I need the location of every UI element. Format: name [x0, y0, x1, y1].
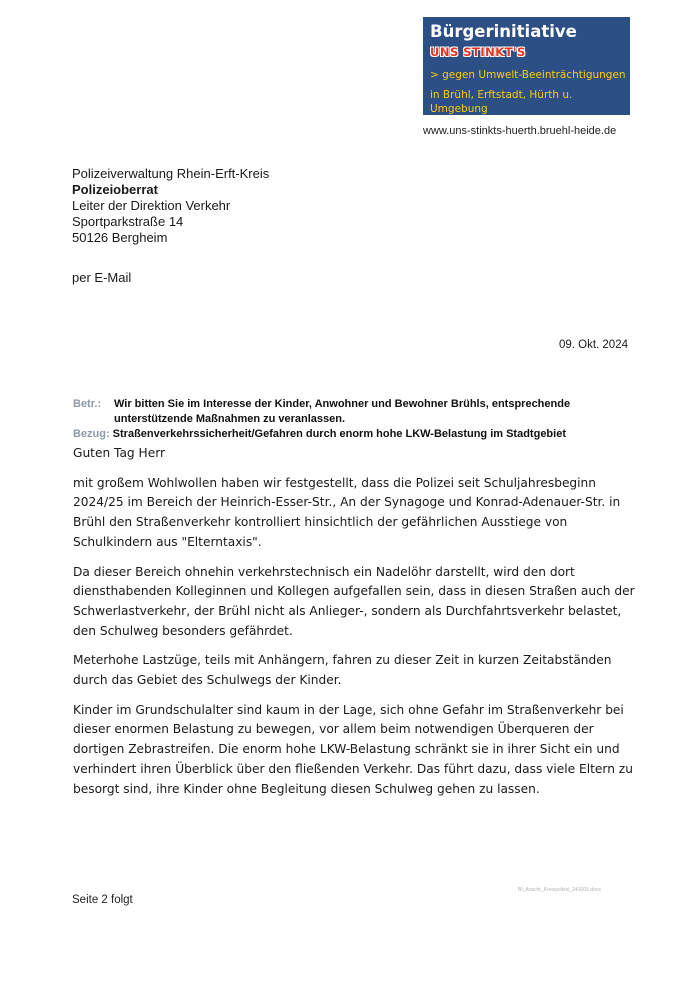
logo-tagline-2: in Brühl, Erftstadt, Hürth u. Umgebung	[430, 89, 573, 115]
greeting: Guten Tag Herr	[73, 446, 166, 460]
paragraph-3: Meterhohe Lastzüge, teils mit Anhängern, fahren zu dieser Zeit in kurzen Zeitabständen durch das Gebiet des Schulwegs der Kinder.	[73, 653, 612, 688]
subject-row	[73, 397, 643, 427]
letter-date: 09. Okt. 2024	[558, 339, 628, 351]
next-page-note: Seite 2 folgt	[72, 894, 133, 906]
recipient-address	[72, 166, 269, 246]
subject-label: Betr.:	[73, 398, 102, 410]
reference-text: Straßenverkehrssicherheit/Gefahren durch enorm hohe LKW-Belastung im Stadtgebiet	[112, 428, 566, 440]
logo-tagline-1: > gegen Umwelt-Beeinträchtigungen	[430, 69, 626, 81]
recipient-position: Leiter der Direktion Verkehr	[72, 198, 231, 213]
website-url[interactable]: www.uns-stinkts-huerth.bruehl-heide.de	[423, 125, 617, 137]
file-reference: BI_Anschr_Kreispolizei_241009.docx	[518, 887, 601, 893]
reference-label: Bezug:	[73, 428, 110, 440]
recipient-city: 50126 Bergheim	[72, 230, 168, 245]
paragraph-2: Da dieser Bereich ohnehin verkehrstechnisch ein Nadelöhr darstellt, wird den dort diensthabenden Kolleginnen und Kollegen aufgefallen sein, dass in diesen Straßen auch der Schwerlastverkehr, der Brühl nicht als Anlieger-, sondern als Durchfahrtsverkehr belastet, den Schulweg besonders gefährdet.	[73, 564, 635, 638]
paragraph-1: mit großem Wohlwollen haben wir festgestellt, dass die Polizei seit Schuljahresbeginn 2024/25 im Bereich der Heinrich-Esser-Str., An der Synagoge und Konrad-Adenauer-Str. in Brühl den Straßenverkehr kontrolliert hinsichtlich der gefährlichen Ausstiege von Schulkindern aus "Elterntaxis".	[73, 475, 621, 549]
delivery-method: per E-Mail	[72, 270, 132, 285]
organization-logo	[423, 17, 630, 115]
recipient-organization: Polizeiverwaltung Rhein-Erft-Kreis	[72, 166, 270, 181]
recipient-street: Sportparkstraße 14	[72, 214, 184, 229]
reference-row	[73, 427, 643, 442]
subject-text: Wir bitten Sie im Interesse der Kinder, Anwohner und Bewohner Brühls, entsprechende unterstützende Maßnahmen zu veranlassen.	[114, 398, 571, 425]
subject-block	[73, 397, 643, 442]
paragraph-4: Kinder im Grundschulalter sind kaum in der Lage, sich ohne Gefahr im Straßenverkehr bei dieser enormen Belastung zu bewegen, vor allem beim notwendigen Überqueren der dortigen Zebrastreifen. Die enorm hohe LKW-Belastung schränkt sie in ihrer Sicht ein und verhindert ihren Überblick über den fließenden Verkehr. Das führt dazu, dass viele Eltern zu besorgt sind, ihre Kinder ohne Begleitung diesen Schulweg gehen zu lassen.	[73, 702, 633, 796]
logo-subtitle: UNS STINKT'S	[430, 45, 526, 59]
recipient-title: Polizeioberrat	[72, 182, 158, 197]
logo-title: Bürgerinitiative	[430, 22, 577, 41]
letter-body	[73, 444, 638, 809]
